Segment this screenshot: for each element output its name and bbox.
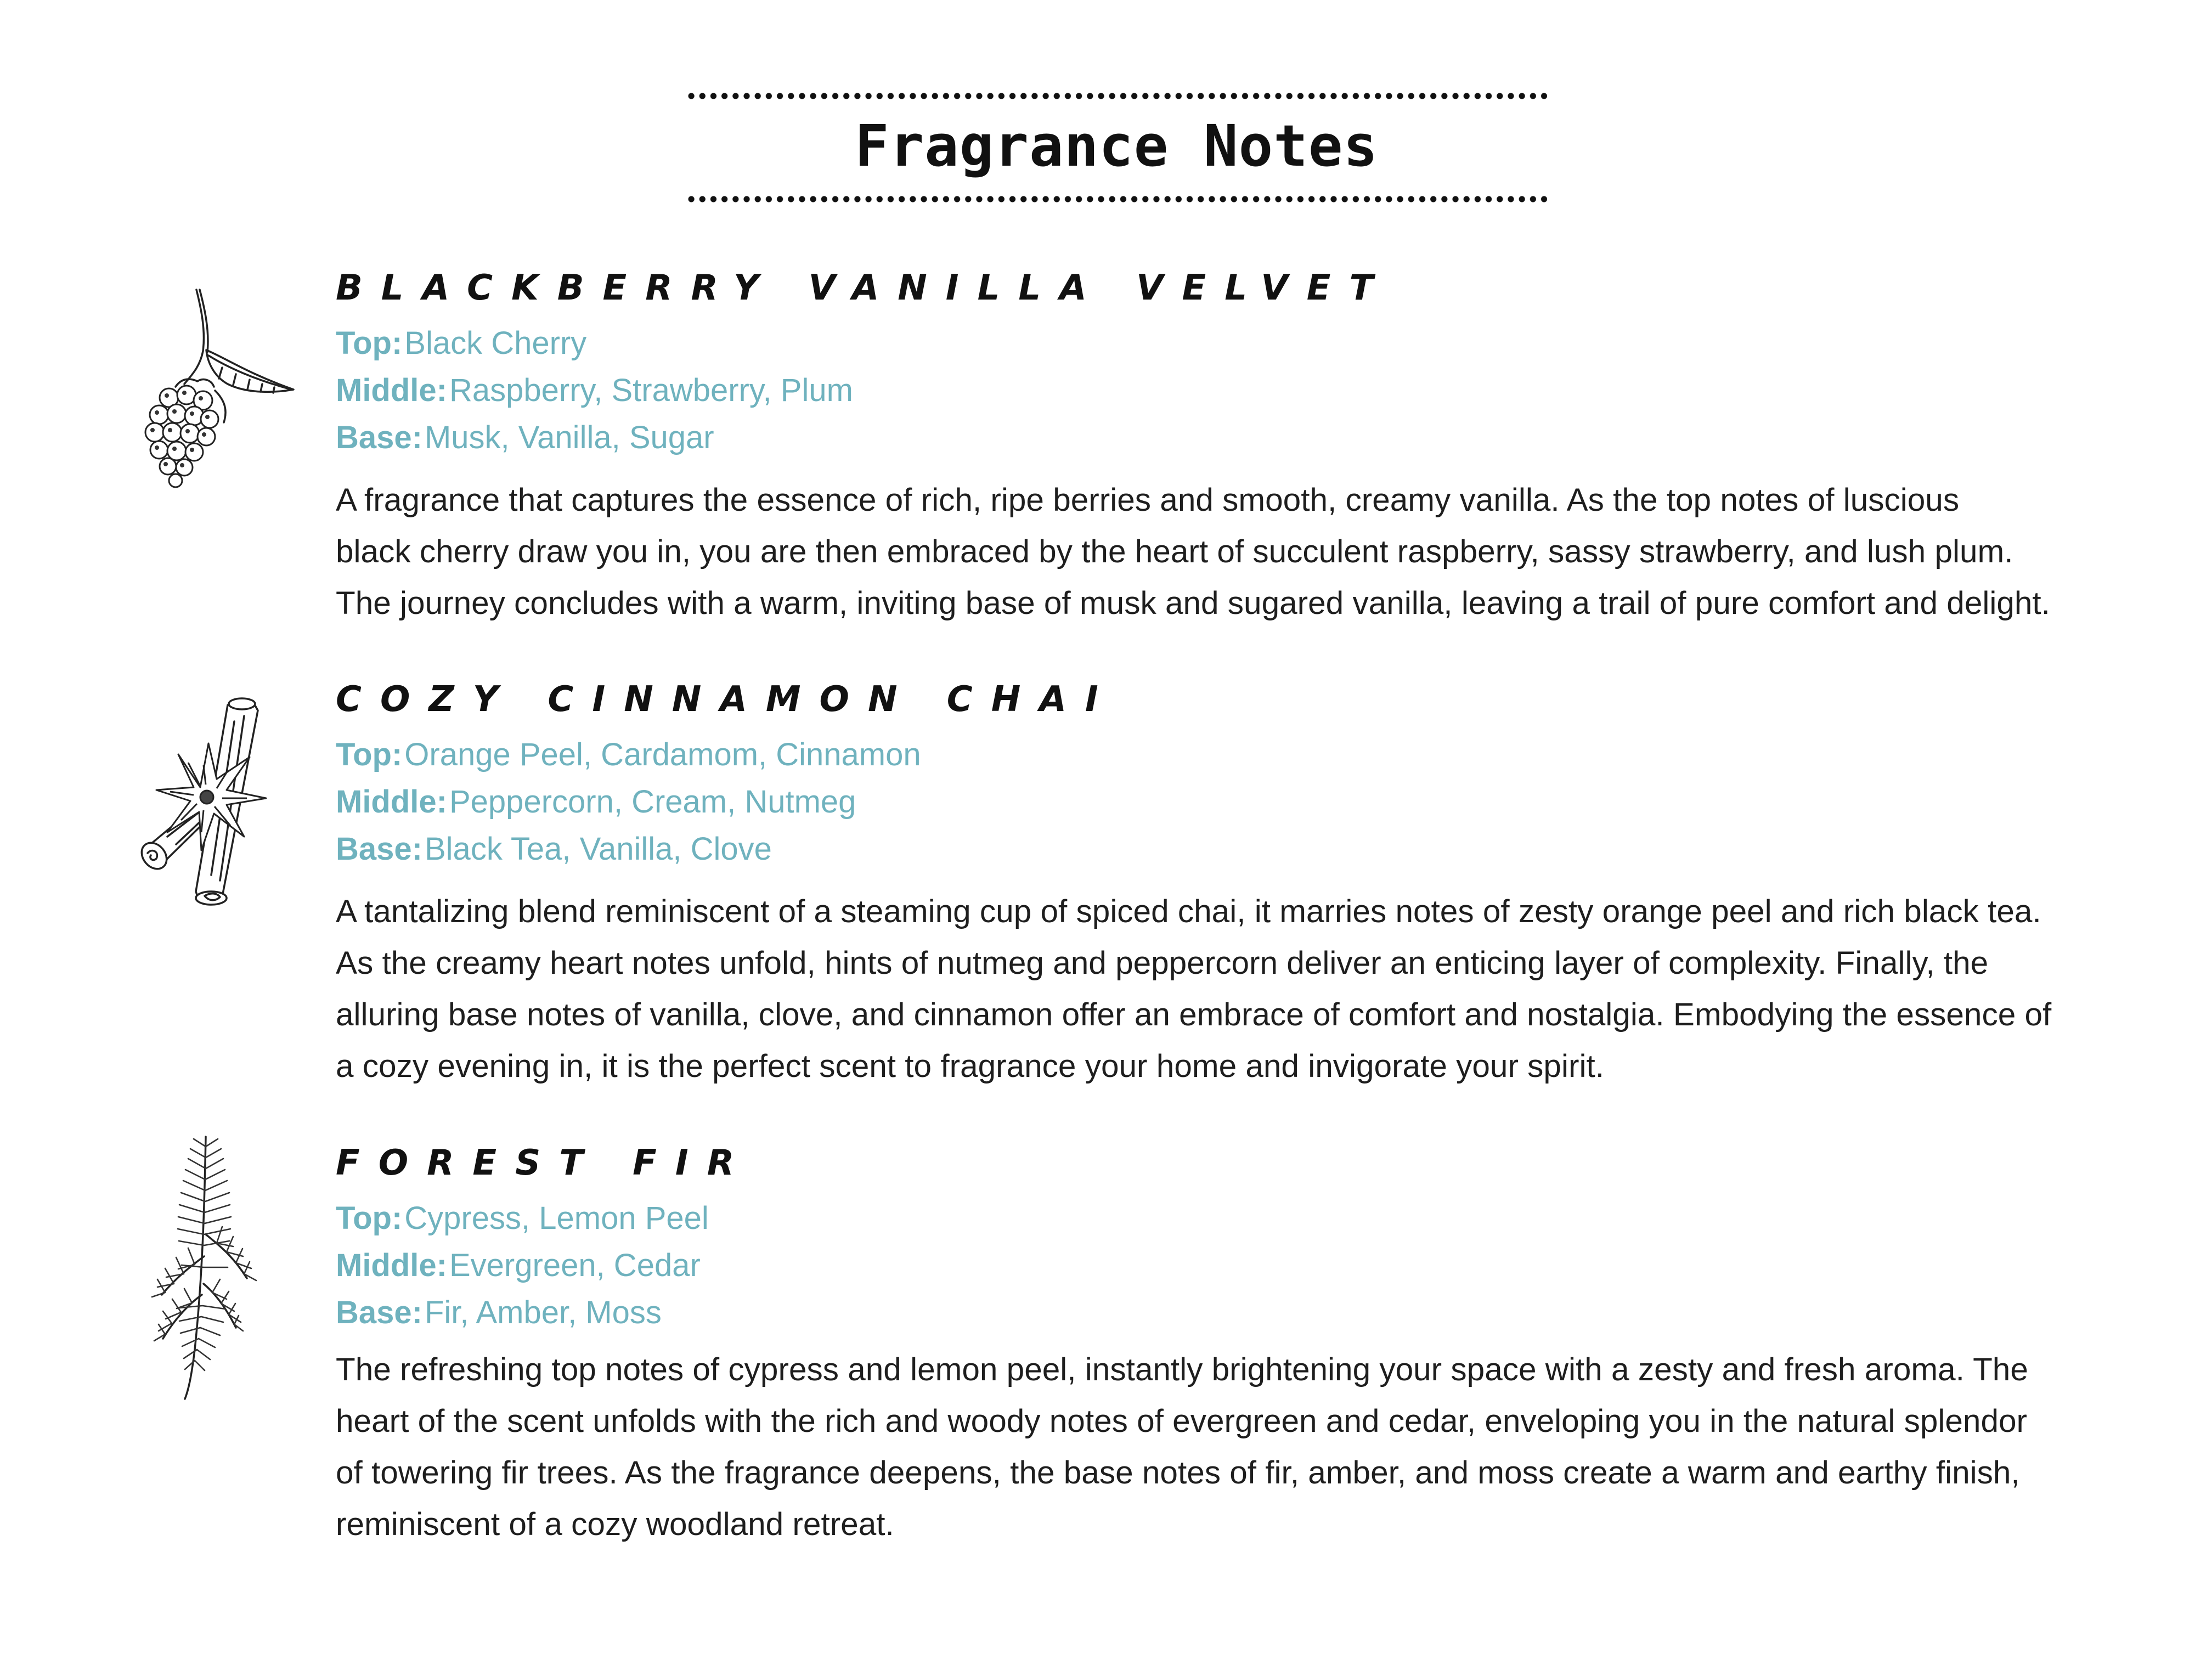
description-line: A fragrance that captures the essence of rich, ripe berries and smooth, creamy vanilla. As the top notes of luscious	[336, 482, 1960, 518]
fragrance-name: BLACKBERRY VANILLA VELVET	[336, 268, 1392, 308]
base-note	[336, 1289, 709, 1336]
top-note-label: Top:	[336, 325, 403, 361]
dotted-divider-bottom	[686, 195, 1547, 203]
notes-list	[336, 731, 921, 873]
middle-note-label: Middle:	[336, 373, 447, 408]
base-note-value: Musk, Vanilla, Sugar	[424, 420, 714, 455]
cinnamon-star-anise-icon	[140, 689, 294, 913]
base-note	[336, 826, 921, 873]
description-line: The journey concludes with a warm, inviting base of musk and sugared vanilla, leaving a trail of pure comfort and delight.	[336, 585, 2050, 621]
description-line: reminiscent of a cozy woodland retreat.	[336, 1506, 894, 1542]
middle-note	[336, 367, 853, 414]
fir-branch-icon	[123, 1130, 288, 1404]
middle-note-value: Evergreen, Cedar	[449, 1248, 701, 1283]
fragrance-description	[336, 1344, 2201, 1550]
description-line: black cherry draw you in, you are then embraced by the heart of succulent raspberry, sassy strawberry, and lush plum.	[336, 534, 2013, 569]
description-line: The refreshing top notes of cypress and lemon peel, instantly brightening your space with a zesty and fresh aroma. The	[336, 1352, 2028, 1387]
top-note-value: Cypress, Lemon Peel	[404, 1200, 709, 1236]
top-note-value: Orange Peel, Cardamom, Cinnamon	[404, 737, 921, 772]
top-note	[336, 320, 853, 367]
notes-list	[336, 320, 853, 461]
description-line: a cozy evening in, it is the perfect scent to fragrance your home and invigorate your spirit.	[336, 1048, 1604, 1084]
top-note-label: Top:	[336, 737, 403, 772]
fragrance-description	[336, 475, 2201, 629]
raspberry-icon	[115, 285, 302, 488]
description-line: A tantalizing blend reminiscent of a steaming cup of spiced chai, it marries notes of zesty orange peel and rich black tea.	[336, 894, 2041, 929]
page-header	[686, 92, 1547, 213]
top-note	[336, 731, 921, 778]
dotted-divider-top	[686, 92, 1547, 100]
top-note-value: Black Cherry	[404, 325, 587, 361]
notes-list	[336, 1195, 709, 1336]
middle-note-value: Peppercorn, Cream, Nutmeg	[449, 784, 856, 820]
description-line: heart of the scent unfolds with the rich and woody notes of evergreen and cedar, enveloping you in the natural splendor	[336, 1403, 2028, 1439]
description-line: alluring base notes of vanilla, clove, and cinnamon offer an embrace of comfort and nostalgia. Embodying the essence of	[336, 997, 2052, 1032]
top-note	[336, 1195, 709, 1242]
base-note-label: Base:	[336, 831, 422, 867]
page-title: Fragrance Notes	[854, 112, 1379, 179]
base-note-value: Black Tea, Vanilla, Clove	[424, 831, 772, 867]
fragrance-description	[336, 886, 2201, 1092]
fragrance-name: COZY CINNAMON CHAI	[336, 679, 1117, 720]
base-note-label: Base:	[336, 420, 422, 455]
base-note	[336, 414, 853, 461]
description-line: of towering fir trees. As the fragrance deepens, the base notes of fir, amber, and moss create a warm and earthy finish,	[336, 1455, 2020, 1491]
middle-note-value: Raspberry, Strawberry, Plum	[449, 373, 853, 408]
middle-note-label: Middle:	[336, 784, 447, 820]
middle-note-label: Middle:	[336, 1248, 447, 1283]
middle-note	[336, 1242, 709, 1289]
description-line: As the creamy heart notes unfold, hints of nutmeg and peppercorn deliver an enticing layer of complexity. Finally, the	[336, 945, 1989, 981]
base-note-label: Base:	[336, 1295, 422, 1330]
base-note-value: Fir, Amber, Moss	[424, 1295, 662, 1330]
middle-note	[336, 778, 921, 826]
top-note-label: Top:	[336, 1200, 403, 1236]
fragrance-name: FOREST FIR	[336, 1143, 753, 1183]
